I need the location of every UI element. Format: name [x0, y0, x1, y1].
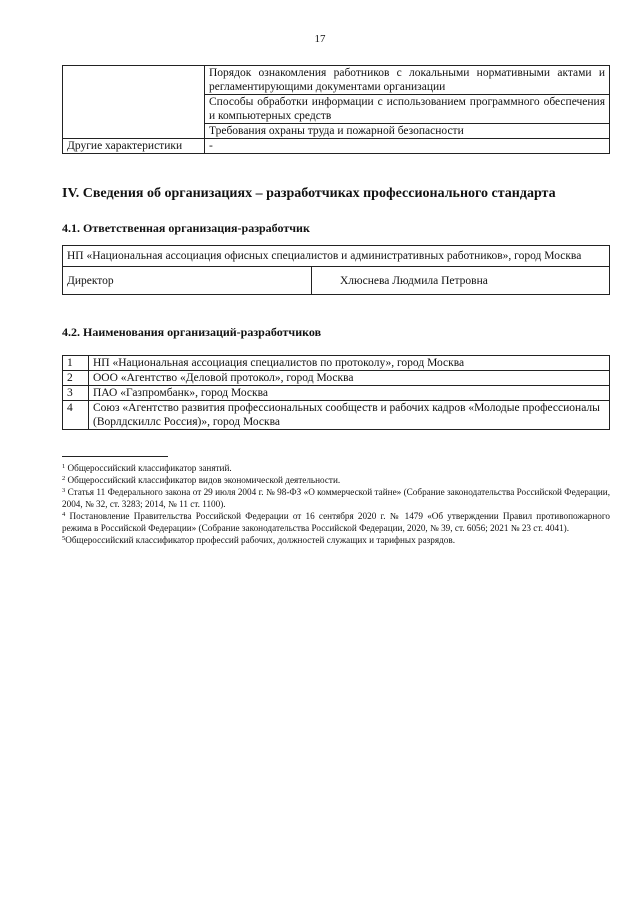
developer-name: НП «Национальная ассоциация специалистов по протоколу», город Москва [89, 356, 610, 371]
footnotes [62, 462, 610, 546]
subsection-title-developers: 4.2. Наименования организаций-разработчиков [62, 325, 322, 339]
table-cell: Порядок ознакомления работников с локальными нормативными актами и регламентирующими документами организации [205, 66, 610, 95]
row-number: 4 [63, 401, 89, 430]
other-characteristics-value: - [205, 139, 610, 154]
row-number: 3 [63, 386, 89, 401]
table-cell-empty [63, 66, 205, 139]
section-title: IV. Сведения об организациях – разработчиках профессионального стандарта [62, 186, 556, 201]
row-number: 1 [63, 356, 89, 371]
footnote: $^3$ Статья 11 Федерального закона от 29 июля 2004 г. № 98-ФЗ «О коммерческой тайне» (Собрание законодательства Российской Федерации, 2004, № 32, ст. 3283; 2014, № 11 ст. 1100). [62, 487, 610, 509]
footnote: $^5$Общероссийский классификатор профессий рабочих, должностей служащих и тарифных разрядов. [62, 535, 456, 545]
table-row [63, 246, 610, 267]
other-characteristics-label: Другие характеристики [63, 139, 205, 154]
organization-name: НП «Национальная ассоциация офисных специалистов и административных работников», город Москва [63, 246, 610, 267]
footnote: $^1$ Общероссийский классификатор занятий. [62, 463, 232, 473]
footnote-separator [62, 456, 168, 457]
page-number: 17 [314, 33, 326, 45]
table-row [63, 356, 610, 371]
footnote: $^2$ Общероссийский классификатор видов экономической деятельности. [62, 475, 341, 485]
director-name: Хлюснева Людмила Петровна [312, 267, 610, 295]
table-row [63, 371, 610, 386]
requirements-table [62, 65, 610, 154]
subsection-title-responsible: 4.1. Ответственная организация-разработчик [62, 221, 310, 235]
table-row [63, 267, 610, 295]
director-label: Директор [63, 267, 312, 295]
table-row [63, 66, 610, 95]
table-cell: Способы обработки информации с использованием программного обеспечения и компьютерных средств [205, 95, 610, 124]
table-row [63, 139, 610, 154]
developer-name: ПАО «Газпромбанк», город Москва [89, 386, 610, 401]
footnote: $^4$ Постановление Правительства Российской Федерации от 16 сентября 2020 г. № 1479 «Об утверждении Правил противопожарного режима в Российской Федерации» (Собрание законодательства Российской Федерации, 2020, № 39, ст. 6056; 2021 № 23 ст. 4041). [62, 511, 611, 533]
table-row [63, 401, 610, 430]
row-number: 2 [63, 371, 89, 386]
table-cell: Требования охраны труда и пожарной безопасности [205, 124, 610, 139]
developer-name: Союз «Агентство развития профессиональных сообществ и рабочих кадров «Молодые профессионалы (Ворлдскиллс Россия)», город Москва [89, 401, 610, 430]
developer-name: ООО «Агентство «Деловой протокол», город Москва [89, 371, 610, 386]
developer-organizations-table [62, 355, 610, 430]
table-row [63, 386, 610, 401]
responsible-organization-table [62, 245, 610, 295]
